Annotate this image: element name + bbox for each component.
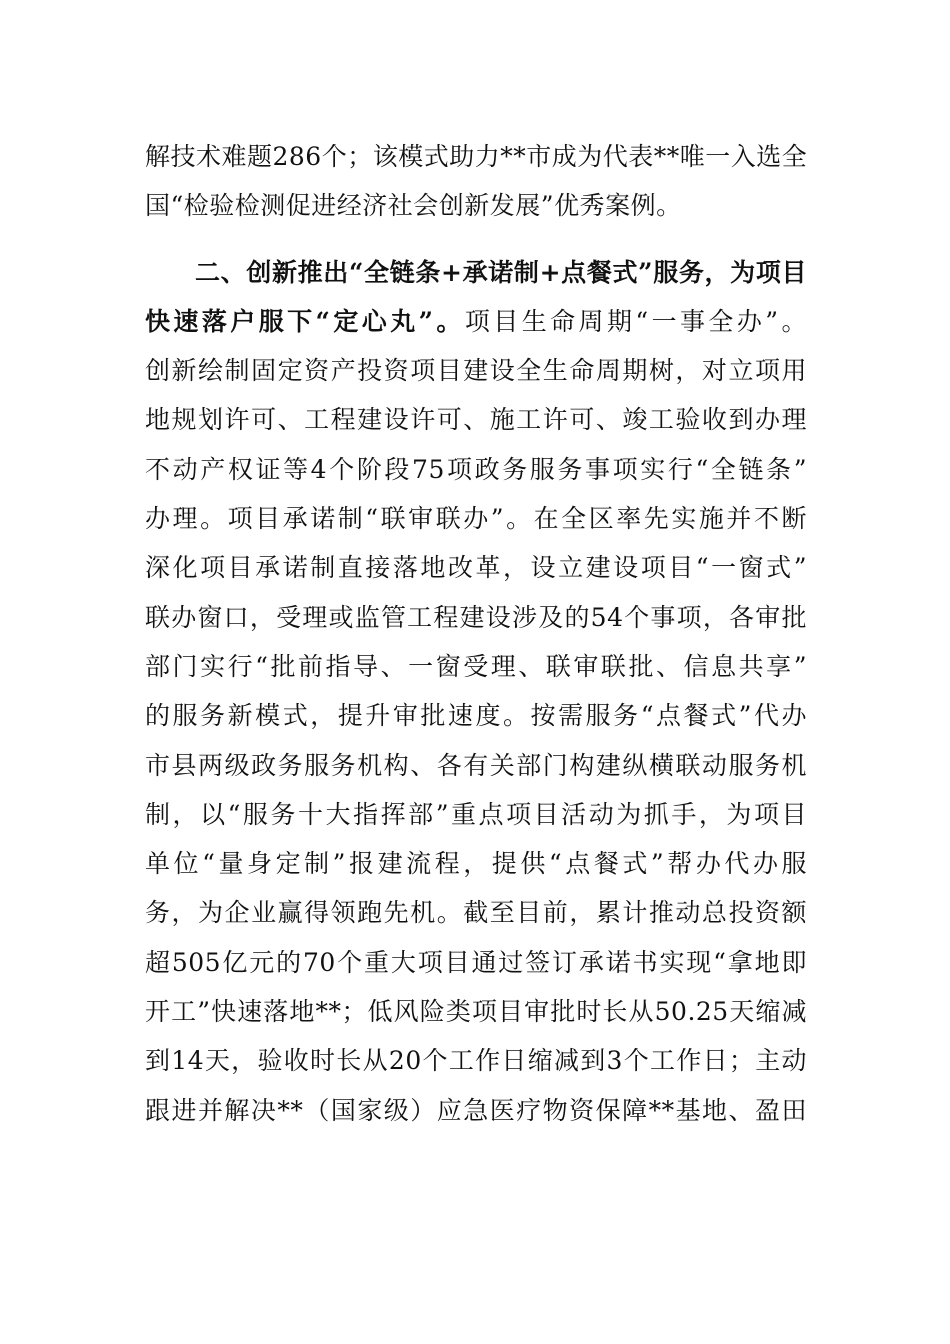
text-line: 到14天，验收时长从20个工作日缩减到3个工作日；主动 (145, 1046, 807, 1076)
text-line: 单位“量身定制”报建流程，提供“点餐式”帮办代办服 (145, 849, 807, 879)
text-line: 市县两级政务服务机构、各有关部门构建纵横联动服务机 (145, 750, 807, 780)
text-line: 深化项目承诺制直接落地改革，设立建设项目“一窗式” (145, 553, 807, 583)
text-line: 办理。项目承诺制“联审联办”。在全区率先实施并不断 (145, 504, 807, 534)
text-line: 联办窗口，受理或监管工程建设涉及的54个事项，各审批 (145, 602, 807, 632)
paragraph-2 (145, 248, 807, 1135)
text-line: 超505亿元的70个重大项目通过签订承诺书实现“拿地即 (145, 947, 807, 977)
subheading-text: 项目生命周期“一事全办”。 (464, 306, 807, 336)
text-line: 地规划许可、工程建设许可、施工许可、竣工验收到办理 (145, 405, 807, 435)
text-line: 务，为企业赢得领跑先机。截至目前，累计推动总投资额 (145, 898, 807, 928)
text-line: 解技术难题286个；该模式助力**市成为代表**唯一入选全 (145, 142, 808, 171)
paragraph-1 (145, 132, 807, 231)
heading-continuation-line (145, 297, 807, 346)
text-line: 创新绘制固定资产投资项目建设全生命周期树，对立项用 (145, 356, 807, 386)
section-heading-end: 快速落户服下“定心丸”。 (145, 306, 465, 336)
text-line: 制，以“服务十大指挥部”重点项目活动为抓手，为项目 (145, 799, 807, 829)
text-line: 跟进并解决**（国家级）应急医疗物资保障**基地、盈田 (145, 1095, 807, 1125)
text-line: 的服务新模式，提升审批速度。按需服务“点餐式”代办 (145, 701, 807, 731)
text-line: 国“检验检测促进经济社会创新发展”优秀案例。 (145, 191, 682, 221)
paragraph-gap (145, 231, 807, 248)
section-heading: 二、创新推出“全链条+承诺制+点餐式”服务，为项目 (195, 257, 807, 287)
text-line: 开工”快速落地**；低风险类项目审批时长从50.25天缩减 (145, 997, 807, 1027)
document-body (145, 132, 807, 1135)
text-line: 部门实行“批前指导、一窗受理、联审联批、信息共享” (145, 651, 807, 681)
text-line: 不动产权证等4个阶段75项政务服务事项实行“全链条” (145, 454, 807, 484)
